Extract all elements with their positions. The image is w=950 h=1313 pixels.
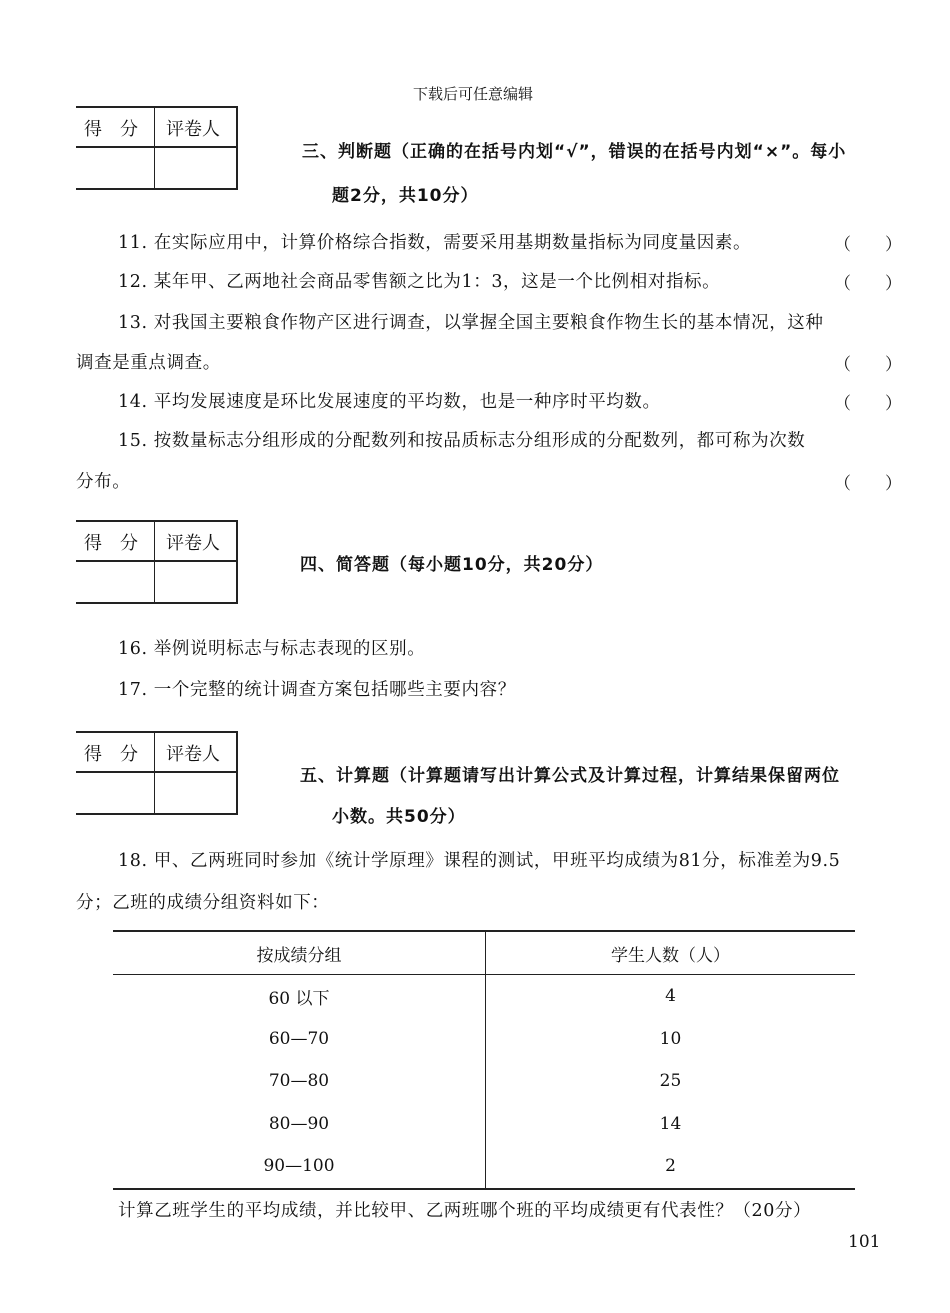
question-17: 17. 一个完整的统计调查方案包括哪些主要内容？: [118, 680, 516, 700]
answer-parens: （ ）: [834, 274, 902, 294]
answer-parens: （ ）: [834, 355, 902, 375]
answer-parens: （ ）: [834, 235, 902, 255]
table-header-row: [113, 931, 855, 975]
question-12: 12. 某年甲、乙两地社会商品零售额之比为1：3，这是一个比例相对指标。: [118, 272, 721, 292]
reviewer-label: 评卷人: [166, 119, 220, 140]
grade-distribution-table: [113, 930, 855, 1190]
section4-title: 四、简答题（每小题10分，共20分）: [300, 555, 604, 575]
answer-parens: （ ）: [834, 474, 902, 494]
score-label: 得 分: [84, 533, 138, 554]
reviewer-label: 评卷人: [166, 744, 220, 765]
question-15: 15. 按数量标志分组形成的分配数列和按品质标志分组形成的分配数列，都可称为次数: [118, 431, 806, 451]
score-label: 得 分: [84, 119, 138, 140]
table-cell: 10: [659, 1028, 682, 1049]
table-cell: 60—70: [113, 1018, 486, 1061]
question-11: 11. 在实际应用中，计算价格综合指数，需要采用基期数量指标为同度量因素。: [118, 233, 752, 253]
header-note: 下载后可任意编辑: [413, 85, 534, 103]
question-16: 16. 举例说明标志与标志表现的区别。: [118, 639, 426, 659]
page-number: 101: [848, 1232, 881, 1252]
table-cell: 70—80: [113, 1060, 486, 1103]
score-box: [76, 106, 238, 190]
question-14: 14. 平均发展速度是环比发展速度的平均数，也是一种序时平均数。: [118, 392, 661, 412]
section5-title-cont: 小数。共50分）: [332, 807, 466, 827]
table-row: [113, 1145, 855, 1189]
question-18: 18. 甲、乙两班同时参加《统计学原理》课程的测试，甲班平均成绩为81分，标准差为9.5: [118, 851, 841, 871]
question-15-cont: 分布。: [76, 472, 131, 492]
column-header-grade-group: 按成绩分组: [113, 931, 486, 975]
question-18-task: 计算乙班学生的平均成绩，并比较甲、乙两班哪个班的平均成绩更有代表性？（20分）: [118, 1201, 812, 1221]
section5-title: 五、计算题（计算题请写出计算公式及计算过程，计算结果保留两位: [300, 766, 840, 786]
column-header-student-count: 学生人数（人）: [486, 931, 856, 975]
table-row: [113, 1060, 855, 1103]
table-cell: 25: [659, 1071, 682, 1092]
answer-parens: （ ）: [834, 394, 902, 414]
question-13: 13. 对我国主要粮食作物产区进行调查，以掌握全国主要粮食作物生长的基本情况，这种: [118, 313, 824, 333]
table-cell: 2: [486, 1145, 856, 1189]
table-cell: 4: [665, 986, 676, 1007]
section3-title-cont: 题2分，共10分）: [332, 186, 479, 206]
score-label: 得 分: [84, 744, 138, 765]
table-row: [113, 1103, 855, 1146]
reviewer-label: 评卷人: [166, 533, 220, 554]
table-row: [113, 975, 855, 1018]
table-cell: 14: [659, 1113, 682, 1134]
score-box: [76, 520, 238, 604]
table-cell: 90—100: [113, 1145, 486, 1189]
table-cell: 80—90: [113, 1103, 486, 1146]
table-row: [113, 1018, 855, 1061]
table-cell: 60 以下: [113, 975, 486, 1018]
score-box: [76, 731, 238, 815]
question-13-cont: 调查是重点调查。: [76, 353, 221, 373]
question-18-cont: 分；乙班的成绩分组资料如下：: [76, 893, 330, 913]
section3-title: 三、判断题（正确的在括号内划“√”，错误的在括号内划“×”。每小: [302, 142, 847, 162]
